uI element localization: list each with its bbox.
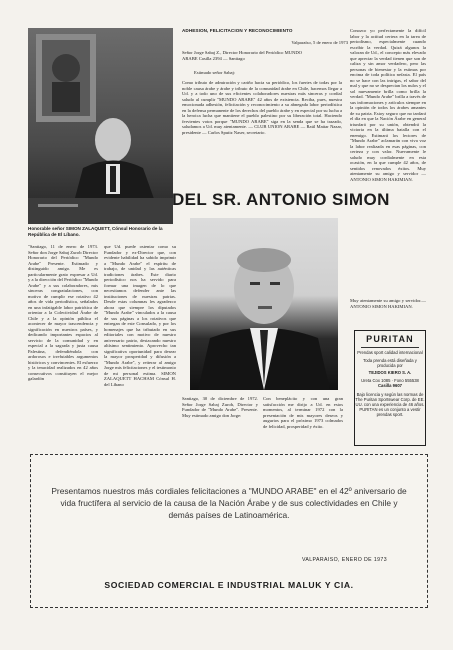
congratulation-city-date: VALPARAISO, ENERO DE 1973: [301, 557, 387, 563]
ad-line-3: TEJIDOS KIERO S. A.: [368, 370, 412, 375]
ad-puritan-brand: PURITAN: [366, 334, 414, 344]
letter-simon-col1: Santiago, 30 de diciembre de 1972. Señor Jorge Sabaj Zurob, Director y Fundador de "Mundo Arabe". Presente. Muy estimado amigo don Jorge:: [182, 396, 258, 418]
ad-line-4: Ureta Cox 1085 · Fono 555538: [361, 378, 419, 383]
ad-divider: [361, 347, 419, 348]
antonio-simon-portrait-image: [190, 218, 338, 390]
congratulation-firm: SOCIEDAD COMERCIAL E INDUSTRIAL MALUK Y CIA.: [104, 580, 354, 590]
article-heading: ADHESION, FELICITACION Y RECONOCIMIENTO: [182, 28, 293, 33]
article-big-title: DEL SR. ANTONIO SIMON: [172, 190, 390, 209]
congratulation-box: [30, 454, 428, 608]
article-address: Señor Jorge Sabaj Z., Director Honorario del Periódico MUNDO ARABE Casilla 2394 — Santiago: [182, 50, 302, 61]
letter-consul-col2: que Ud. puede ostentar como su Fundador y ex-Director que, con evidente habilidad ha sabido imprimir a "Mundo Arabe" el espíritu de trabajo, de unidad y las auténticas tradiciones árabes. Este diario periodístico nos ha servido para formar una imagen de lo que necesitamos defender ante las instituciones de nuestras patrias. Desde estas columnas les agradezco ahora que siempre los diputados "Mundo Arabe" vinculados a la causa de sus páginas a los rotativos que entregan de este Consulado, y por los homenajes que ha tributado en sus editoriales con motivo de nuestro aniversario patrio, destacando nuestro altísimo sentimiento. Aprovecho tan significativa oportunidad para desear la mayor prosperidad y difusión a "Mundo Arabe", y reiterar al amigo Jorge mis felicitaciones y el testimonio de mi personal estima. SIMON ZALAQUETT HACHAM Cónsul H. del Líbano: [104, 244, 176, 387]
photo-consul: [28, 28, 173, 224]
congratulation-message: Presentamos nuestros más cordiales felicitaciones a "MUNDO ARABE" en el 42º aniversario de vida fructífera al servicio de la causa de la Nación Árabe y de sus colectividades en Chile y demás países de Latinoamérica.: [51, 486, 407, 520]
ad-line-1: Prendas sport calidad internacional: [357, 350, 423, 355]
ad-line-2: Toda prenda está diseñada y producida por: [363, 358, 417, 368]
article-body: Como tributo de admiración y cariño hacia su periódico, los fuertes de todas por la noble causa árabe y árabe y tributo de la comunidad árabe en Chile, hacemos llegar a Ud. y a todo uno de sus eficientes colaboradores nuestras más sinceras y cordial saludo al cumplir "MUNDO ARABE" 42 años de existencia. Reciba, pues, nuestra emocionada adhesión, felicitación y reconocimiento a su abnegada labor periodística en la defensa permanente de los derechos del pueblo árabe y en especial por su lucha a la heroica lucha que mantiene el pueblo palestino por su liberación total. Haciendo fervientes votos porque "MUNDO ARABE" siga en la senda que se ha trazado, saludamos a Ud. muy atentamente. — CLUB UNION ARABE — Raúl Mattar Nazar, presidente — Carlos Sputiz Naser, secretario.: [182, 80, 342, 135]
article-salutation: Estimado señor Sabaj:: [194, 70, 236, 75]
right-column-body: Conozco yo perfectamente la difícil labor y la actitud certera en la tarea de periodismo, especialmente cuando escribir la verdad. Quizá algunos la valoran de Ud., el concepto más elevado que apreciar la verdad tienen que son de caliza y sin amor verdadero, pero las personas de bienestar y la estimas por encima de toda política nefasta. El país no se hace con las intrigas, el sabor del mal y que no se desprecian los nulos y el sol nuevamente brilla como brilla la verdad. "Mundo Arabe" brilla a través de sus informaciones y artículos siempre en la opinión de todos los árabes amantes de su patria. Estoy seguro que no tardará el día en que la Nación Árabe en general triunfará por su unión, obtendrá la victoria en la última batalla con el enemigo. Estimará los lectores de "Mundo Arabe" aclamarán con viva voz la labor realizada en esas páginas, con certeza y con valor. Nuevamente le saludo muy cordialmente en esta ocasión, en la que cumple 42 años, de sentidos renovados éxitos. Muy atentamente su amigo y servidor — ANTONIO SIMON HAKIMIAN.: [350, 28, 426, 182]
photo-antonio-simon: [190, 218, 338, 390]
letter-consul-col1: "Santiago, 11 de enero de 1973. Señor don Jorge Sabaj Zurob Director Honorario del Periódico "Mundo Arabe" Presente. Estimado y distinguido amigo. Me es particularmente grato expresar a Ud. y a la dirección del Periódico "Mundo Arabe" y a sus colaboradores, mis sinceras congratulaciones, con motivo de cumplir ese rotativo 42 años de vida periodística, señalados en una infatigable labor patriótica de orientar a la Colectividad Árabe de Chile y a la opinión pública el acontecer de mayor trascendencia y significación en nuestros países, y dedicando importantes espacios al servicio de la comunidad y en especial a la sagrada y justa causa Palestina, defendiéndola con ardorosos e irrefutables argumentos históricos y convincentes. El esfuerzo y la tenacidad realizados en 42 años consecutivos constituyen el mejor galardón: [28, 244, 98, 381]
ad-line-5: Casilla 9607: [378, 383, 402, 388]
letter-simon-col2: Con beneplácito y con una gran satisfacción me dirijo a Ud. en estos momentos, al terminar 1972 con la presentación de mis mayores deseos y augurios para el próximo 1973 colmados de felicidad, prosperidad y éxito.: [263, 396, 343, 429]
photo-consul-caption: Honorable señor SIMON ZALAQUETT, Cónsul Honorario de la República de El Líbano.: [28, 226, 163, 237]
right-column-signature: Muy atentamente su amigo y servidor.— ANTONIO SIMON HAKIMIAN.: [350, 298, 426, 309]
consul-portrait-image: [28, 28, 173, 224]
ad-line-6: Bajo licencia y según las normas de The Puritan Sportswear Corp. de EE. UU. con una experiencia de 46 años. PURITAN es un conjunto a vestir prendas sport.: [355, 392, 425, 417]
article-place-date: Valparaíso, 5 de enero de 1973: [291, 40, 348, 45]
ad-puritan: [354, 330, 426, 446]
